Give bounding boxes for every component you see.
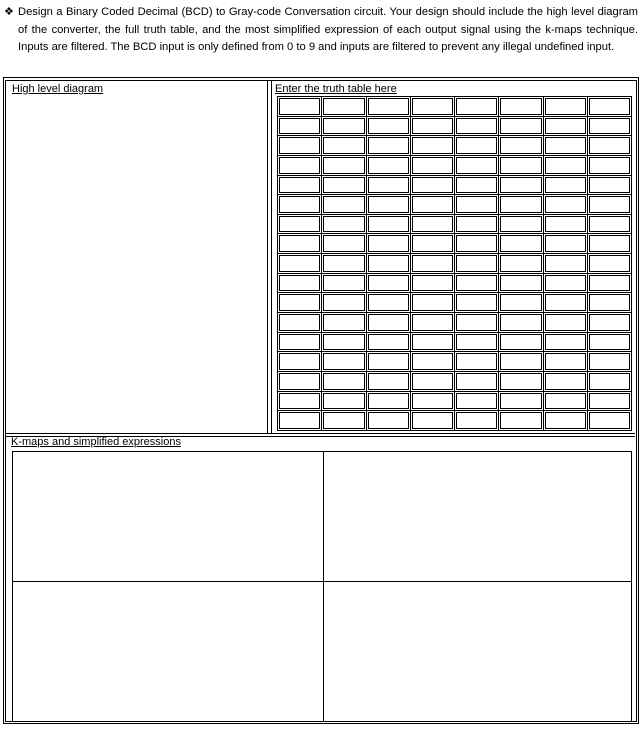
truth-table-cell[interactable] <box>543 293 587 313</box>
truth-table-cell[interactable] <box>322 273 366 293</box>
truth-table-cell[interactable] <box>410 293 454 313</box>
truth-table-cell[interactable] <box>322 175 366 195</box>
truth-table-cell[interactable] <box>322 136 366 156</box>
truth-table-cell[interactable] <box>366 195 410 215</box>
truth-table-cell[interactable] <box>410 214 454 234</box>
truth-table-row <box>278 293 632 313</box>
truth-table-cell[interactable] <box>499 411 543 431</box>
truth-table-cell[interactable] <box>322 254 366 274</box>
truth-table-cell[interactable] <box>322 116 366 136</box>
truth-table-cell[interactable] <box>366 293 410 313</box>
truth-table-cell[interactable] <box>499 254 543 274</box>
truth-table-cell[interactable] <box>455 155 499 175</box>
truth-table-cell[interactable] <box>410 391 454 411</box>
truth-table-cell[interactable] <box>322 234 366 254</box>
truth-table-cell[interactable] <box>455 254 499 274</box>
truth-table-cell[interactable] <box>410 97 454 117</box>
truth-table-cell[interactable] <box>499 234 543 254</box>
high-level-diagram-label: High level diagram <box>12 83 104 95</box>
truth-table-cell[interactable] <box>543 195 587 215</box>
question-text: Design a Binary Coded Decimal (BCD) to Gray-code Conversation circuit. Your design should include the high level diagram of the converter, the full truth table, and the most simplified expression of each output signal using the k-maps technique. Inputs are filtered. The BCD input is only defined from 0 to 9 and inputs are filtered to prevent any illegal undefined input. <box>18 6 638 53</box>
truth-table-row <box>278 155 632 175</box>
truth-table-cell[interactable] <box>587 293 631 313</box>
truth-table-cell[interactable] <box>278 175 322 195</box>
truth-table-cell[interactable] <box>543 332 587 352</box>
truth-table-cell[interactable] <box>410 136 454 156</box>
truth-table-cell[interactable] <box>322 313 366 333</box>
truth-table-cell[interactable] <box>322 97 366 117</box>
truth-table-cell[interactable] <box>499 391 543 411</box>
section-divider-top <box>5 433 635 434</box>
truth-table-cell[interactable] <box>410 175 454 195</box>
truth-table-cell[interactable] <box>587 411 631 431</box>
truth-table-cell[interactable] <box>278 97 322 117</box>
diamond-bullet-icon: ❖ <box>4 6 14 18</box>
truth-table-cell[interactable] <box>322 195 366 215</box>
truth-table-cell[interactable] <box>587 273 631 293</box>
truth-table-cell[interactable] <box>587 234 631 254</box>
truth-table-cell[interactable] <box>410 332 454 352</box>
truth-table-cell[interactable] <box>366 136 410 156</box>
truth-table-cell[interactable] <box>278 155 322 175</box>
truth-table-cell[interactable] <box>410 195 454 215</box>
truth-table-cell[interactable] <box>366 97 410 117</box>
truth-table-cell[interactable] <box>499 195 543 215</box>
truth-table-cell[interactable] <box>455 293 499 313</box>
truth-table-cell[interactable] <box>278 136 322 156</box>
truth-table-row <box>278 214 632 234</box>
truth-table-cell[interactable] <box>410 116 454 136</box>
truth-table-row <box>278 195 632 215</box>
truth-table-cell[interactable] <box>366 155 410 175</box>
truth-table[interactable] <box>277 96 632 431</box>
truth-table-cell[interactable] <box>455 234 499 254</box>
truth-table-cell[interactable] <box>410 273 454 293</box>
truth-table-cell[interactable] <box>499 273 543 293</box>
truth-table-cell[interactable] <box>322 155 366 175</box>
truth-table-cell[interactable] <box>543 313 587 333</box>
truth-table-row <box>278 234 632 254</box>
truth-table-cell[interactable] <box>366 234 410 254</box>
truth-table-cell[interactable] <box>499 155 543 175</box>
truth-table-label: Enter the truth table here <box>275 83 397 95</box>
truth-table-cell[interactable] <box>499 175 543 195</box>
truth-table-cell[interactable] <box>322 371 366 391</box>
truth-table-cell[interactable] <box>587 214 631 234</box>
truth-table-cell[interactable] <box>322 391 366 411</box>
truth-table-cell[interactable] <box>455 116 499 136</box>
truth-table-cell[interactable] <box>366 273 410 293</box>
truth-table-cell[interactable] <box>366 313 410 333</box>
truth-table-row <box>278 352 632 372</box>
truth-table-row <box>278 175 632 195</box>
truth-table-cell[interactable] <box>587 116 631 136</box>
truth-table-cell[interactable] <box>543 214 587 234</box>
truth-table-cell[interactable] <box>410 155 454 175</box>
truth-table-cell[interactable] <box>543 136 587 156</box>
truth-table-row <box>278 371 632 391</box>
truth-table-cell[interactable] <box>455 313 499 333</box>
truth-table-cell[interactable] <box>322 332 366 352</box>
truth-table-cell[interactable] <box>587 371 631 391</box>
truth-table-cell[interactable] <box>322 352 366 372</box>
truth-table-cell[interactable] <box>587 97 631 117</box>
truth-table-row <box>278 313 632 333</box>
truth-table-cell[interactable] <box>322 293 366 313</box>
column-divider <box>267 80 272 433</box>
kmap-box-1[interactable] <box>12 451 324 582</box>
truth-table-cell[interactable] <box>455 136 499 156</box>
truth-table-cell[interactable] <box>278 254 322 274</box>
truth-table-cell[interactable] <box>587 136 631 156</box>
truth-table-cell[interactable] <box>543 352 587 372</box>
truth-table-cell[interactable] <box>366 391 410 411</box>
truth-table-cell[interactable] <box>499 97 543 117</box>
truth-table-cell[interactable] <box>543 391 587 411</box>
truth-table-cell[interactable] <box>499 352 543 372</box>
truth-table-cell[interactable] <box>543 175 587 195</box>
truth-table-row <box>278 97 632 117</box>
truth-table-cell[interactable] <box>587 313 631 333</box>
kmap-box-4[interactable] <box>323 581 632 722</box>
question-block <box>4 4 638 57</box>
truth-table-cell[interactable] <box>543 371 587 391</box>
truth-table-row <box>278 332 632 352</box>
truth-table-cell[interactable] <box>410 411 454 431</box>
truth-table-cell[interactable] <box>410 254 454 274</box>
truth-table-cell[interactable] <box>410 371 454 391</box>
truth-table-cell[interactable] <box>543 97 587 117</box>
truth-table-cell[interactable] <box>278 313 322 333</box>
truth-table-cell[interactable] <box>278 273 322 293</box>
truth-table-cell[interactable] <box>543 155 587 175</box>
truth-table-cell[interactable] <box>366 214 410 234</box>
truth-table-cell[interactable] <box>410 313 454 333</box>
truth-table-cell[interactable] <box>455 273 499 293</box>
truth-table-cell[interactable] <box>499 371 543 391</box>
truth-table-cell[interactable] <box>455 352 499 372</box>
truth-table-cell[interactable] <box>366 371 410 391</box>
truth-table-cell[interactable] <box>278 352 322 372</box>
truth-table-cell[interactable] <box>278 391 322 411</box>
kmap-box-3[interactable] <box>12 581 324 722</box>
truth-table-cell[interactable] <box>278 411 322 431</box>
truth-table-cell[interactable] <box>543 411 587 431</box>
truth-table-cell[interactable] <box>322 214 366 234</box>
truth-table-cell[interactable] <box>278 116 322 136</box>
truth-table-row <box>278 254 632 274</box>
truth-table-cell[interactable] <box>543 116 587 136</box>
truth-table-cell[interactable] <box>499 116 543 136</box>
truth-table-cell[interactable] <box>455 371 499 391</box>
truth-table-cell[interactable] <box>366 254 410 274</box>
truth-table-cell[interactable] <box>587 332 631 352</box>
truth-table-cell[interactable] <box>366 411 410 431</box>
truth-table-row <box>278 273 632 293</box>
truth-table-cell[interactable] <box>410 234 454 254</box>
truth-table-cell[interactable] <box>410 352 454 372</box>
truth-table-row <box>278 116 632 136</box>
truth-table-cell[interactable] <box>543 273 587 293</box>
truth-table-cell[interactable] <box>278 293 322 313</box>
truth-table-cell[interactable] <box>543 254 587 274</box>
truth-table-cell[interactable] <box>499 136 543 156</box>
truth-table-cell[interactable] <box>278 214 322 234</box>
truth-table-cell[interactable] <box>366 175 410 195</box>
truth-table-cell[interactable] <box>278 332 322 352</box>
truth-table-row <box>278 136 632 156</box>
truth-table-cell[interactable] <box>587 254 631 274</box>
truth-table-cell[interactable] <box>499 332 543 352</box>
truth-table-cell[interactable] <box>587 155 631 175</box>
truth-table-cell[interactable] <box>455 175 499 195</box>
kmaps-label: K-maps and simplified expressions <box>11 436 181 448</box>
truth-table-cell[interactable] <box>455 97 499 117</box>
truth-table-cell[interactable] <box>366 352 410 372</box>
truth-table-cell[interactable] <box>587 352 631 372</box>
truth-table-cell[interactable] <box>278 234 322 254</box>
truth-table-cell[interactable] <box>499 293 543 313</box>
truth-table-cell[interactable] <box>278 195 322 215</box>
truth-table-cell[interactable] <box>587 175 631 195</box>
truth-table-cell[interactable] <box>455 332 499 352</box>
truth-table-cell[interactable] <box>455 214 499 234</box>
truth-table-cell[interactable] <box>366 116 410 136</box>
truth-table-row <box>278 411 632 431</box>
truth-table-cell[interactable] <box>499 214 543 234</box>
truth-table-cell[interactable] <box>587 391 631 411</box>
truth-table-cell[interactable] <box>499 313 543 333</box>
truth-table-cell[interactable] <box>322 411 366 431</box>
truth-table-cell[interactable] <box>455 391 499 411</box>
kmap-box-2[interactable] <box>323 451 632 582</box>
truth-table-cell[interactable] <box>587 195 631 215</box>
truth-table-cell[interactable] <box>455 411 499 431</box>
truth-table-cell[interactable] <box>366 332 410 352</box>
truth-table-row <box>278 391 632 411</box>
truth-table-cell[interactable] <box>455 195 499 215</box>
truth-table-cell[interactable] <box>543 234 587 254</box>
truth-table-cell[interactable] <box>278 371 322 391</box>
